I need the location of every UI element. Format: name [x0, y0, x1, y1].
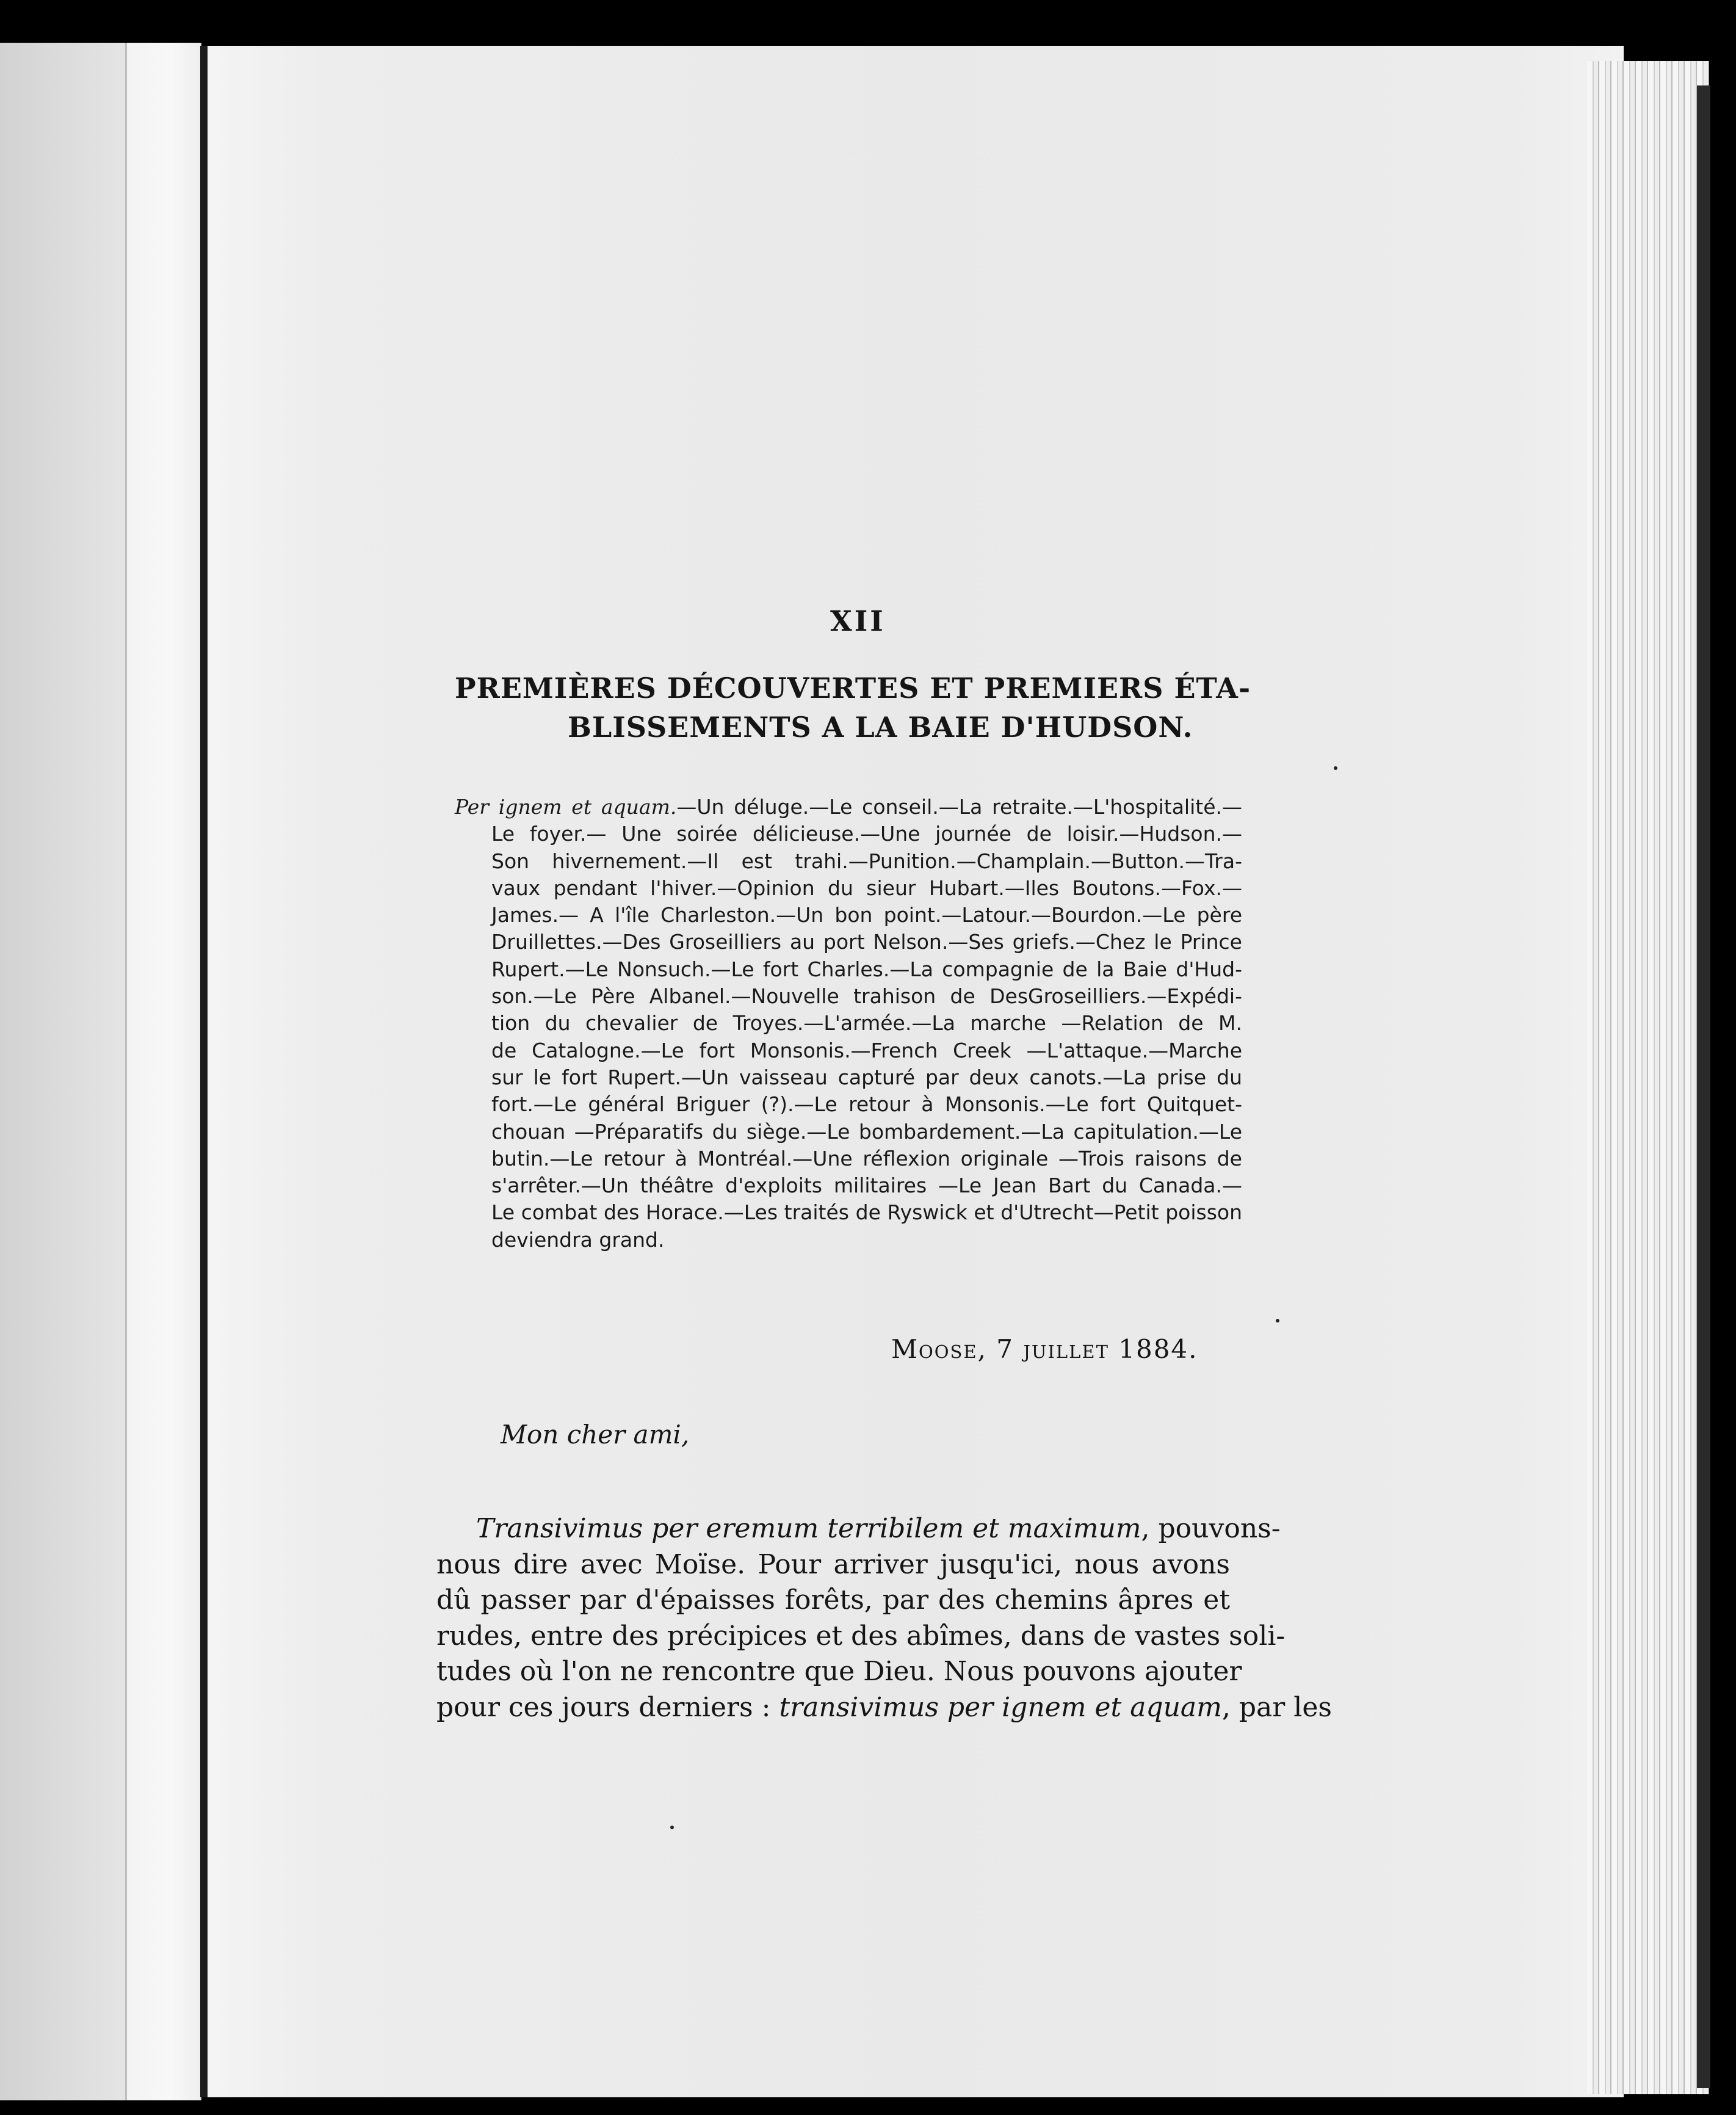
- paper-speck: [1276, 1319, 1279, 1322]
- summary-line: de Catalogne.—Le fort Monsonis.—French Creek —L'attaque.—Marche: [491, 1038, 1242, 1062]
- letter-salutation: Mon cher ami,: [501, 1420, 690, 1449]
- chapter-title-line-1: PREMIÈRES DÉCOUVERTES ET PREMIERS ÉTA-: [455, 672, 1251, 705]
- paper-speck: [1334, 766, 1337, 770]
- page-stack-shadow: [1697, 85, 1710, 2088]
- summary-line: s'arrêter.—Un théâtre d'exploits militaires —Le Jean Bart du Canada.—: [491, 1174, 1242, 1198]
- chapter-title-line-2: BLISSEMENTS A LA BAIE D'HUDSON.: [568, 711, 1193, 744]
- summary-line: deviendra grand.: [491, 1227, 665, 1252]
- summary-line: sur le fort Rupert.—Un vaisseau capturé par deux canots.—La prise du: [491, 1065, 1242, 1089]
- summary-line: Rupert.—Le Nonsuch.—Le fort Charles.—La compagnie de la Baie d'Hud-: [491, 957, 1242, 981]
- summary-line: Son hivernement.—Il est trahi.—Punition.—Champlain.—Button.—Tra-: [491, 849, 1242, 873]
- body-line: nous dire avec Moïse. Pour arriver jusqu'ici, nous avons: [436, 1548, 1230, 1580]
- previous-page-margin: [125, 43, 200, 2100]
- summary-line: butin.—Le retour à Montréal.—Une réflexion originale —Trois raisons de: [491, 1146, 1242, 1170]
- summary-line: Druillettes.—Des Groseilliers au port Nelson.—Ses griefs.—Chez le Prince: [491, 930, 1242, 954]
- summary-line: fort.—Le général Briguer (?).—Le retour à Monsonis.—Le fort Quitquet-: [491, 1092, 1242, 1117]
- book-gutter: [200, 46, 208, 2097]
- body-line: dû passer par d'épaisses forêts, par des chemins âpres et: [436, 1584, 1230, 1616]
- body-line: pour ces jours derniers : transivimus per ignem et aquam, par les: [436, 1691, 1332, 1723]
- chapter-number: XII: [830, 604, 886, 637]
- summary-line: Per ignem et aquam.—Un déluge.—Le conseil.—La retraite.—L'hospitalité.—: [455, 795, 1242, 819]
- body-line: rudes, entre des précipices et des abîmes, dans de vastes soli-: [436, 1620, 1286, 1652]
- chapter-summary: [455, 794, 1242, 1253]
- summary-line: Le foyer.— Une soirée délicieuse.—Une journée de loisir.—Hudson.—: [491, 822, 1242, 846]
- page-stack-edges: [1587, 61, 1709, 2094]
- summary-line: son.—Le Père Albanel.—Nouvelle trahison de DesGroseilliers.—Expédi-: [491, 984, 1242, 1009]
- summary-line: Le combat des Horace.—Les traités de Ryswick et d'Utrecht—Petit poisson: [491, 1200, 1242, 1225]
- summary-line: tion du chevalier de Troyes.—L'armée.—La marche —Relation de M.: [491, 1011, 1242, 1036]
- summary-line: James.— A l'île Charleston.—Un bon point.—Latour.—Bourdon.—Le père: [491, 903, 1242, 927]
- body-line: Transivimus per eremum terribilem et maximum, pouvons-: [476, 1513, 1281, 1544]
- letter-dateline: Moose, 7 juillet 1884.: [891, 1334, 1198, 1364]
- chapter-title: [455, 669, 1254, 747]
- summary-line: vaux pendant l'hiver.—Opinion du sieur Hubart.—Iles Boutons.—Fox.—: [491, 876, 1242, 900]
- paper-speck: [670, 1826, 674, 1829]
- letter-body: [436, 1511, 1332, 1725]
- summary-line: chouan —Préparatifs du siège.—Le bombardement.—La capitulation.—Le: [491, 1119, 1242, 1144]
- body-line: tudes où l'on ne rencontre que Dieu. Nous pouvons ajouter: [436, 1656, 1242, 1687]
